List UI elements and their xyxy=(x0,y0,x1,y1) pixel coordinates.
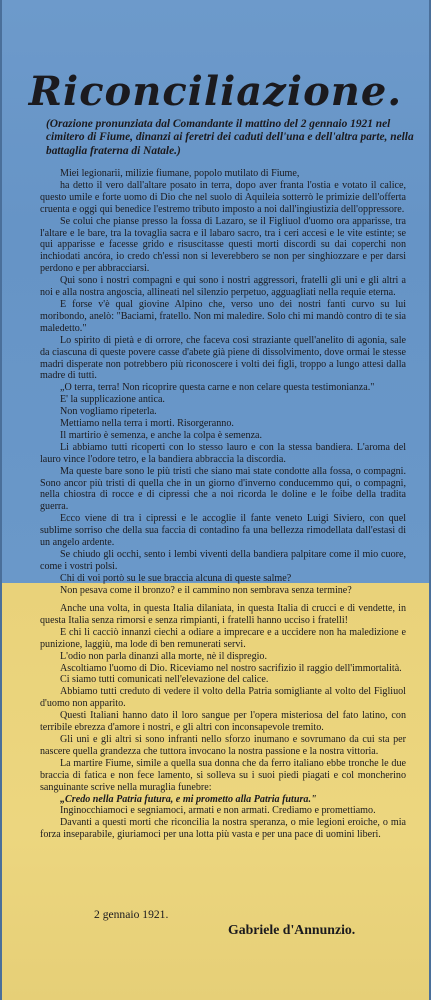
paragraph: ha detto il vero dall'altare posato in terra, dopo aver franta l'ostia e votato il calice, questo umile e forte uomo di Dio che nel suolo di Aquileia sotterrò le primizie dell'offerta cruenta e oggi qui benedice l'estremo tributo imposto a noi dall'ingiustizia dell'oppressore. xyxy=(40,179,406,215)
paragraph: Gli uni e gli altri si sono infranti nello sforzo inumano e sovrumano da cui sta per nascere quella grandezza che tuttora invocano la nostra passione e la nostra vittoria. xyxy=(40,733,406,757)
paragraph: Anche una volta, in questa Italia dilaniata, in questa Italia di crucci e di vendette, in questa Italia senza rimorsi e senza rimpianti, i fratelli hanno ucciso i fratelli! xyxy=(40,603,406,626)
body-top xyxy=(40,168,406,597)
paragraph: E forse v'è qual giovine Alpino che, verso uno dei nostri fanti curvo su lui moribondo, anelò: "Baciami, fratello. Non mi maledire. Solo chi mi mandò contro di te sia maledetto." xyxy=(40,298,406,334)
paragraph: Mettiamo nella terra i morti. Risorgeranno. xyxy=(60,418,234,430)
signature: Gabriele d'Annunzio. xyxy=(228,922,356,937)
motto-quote: „Credo nella Patria futura, e mi prometto alla Patria futura." xyxy=(60,793,317,805)
paragraph: Lo spirito di pietà e di orrore, che faceva così straziante quell'anelito di agonia, sale da ciascuna di queste povere casse d'abete già piene di dissolvimento, dove ormai le stesse madri disperate non potrebbero più riconoscere i volti dei figli, troppo a lungo attesi dalla madre di tutti. xyxy=(40,334,406,382)
paragraph: Ci siamo tutti comunicati nell'elevazione del calice. xyxy=(60,674,269,686)
page-title: Riconciliazione. xyxy=(28,68,403,115)
paragraph: Ma queste bare sono le più tristi che siano mai state condotte alla fossa, o compagni. Sono ancor più tristi di quella che in un giorno d'inverno conducemmo qui, o compagni, nella chiostra di rocce e di cipressi che a noi ricorda le doline e le foibe della tradita guerra. xyxy=(40,465,406,513)
paragraph: „O terra, terra! Non ricoprire questa carne e non celare questa testimonianza." xyxy=(60,382,375,394)
paragraph: Li abbiamo tutti ricoperti con lo stesso lauro e con la stessa bandiera. L'aroma del lauro vince l'odore tetro, e la bandiera abbraccia la discordia. xyxy=(40,441,406,465)
body-bottom xyxy=(40,603,406,841)
document-content xyxy=(2,0,429,1000)
subtitle: (Orazione pronunziata dal Comandante il mattino del 2 gennaio 1921 nel cimitero di Fiume, dinanzi ai feretri dei caduti dell'una e dell'altra parte, nella battaglia fraterna di Natale.) xyxy=(46,118,414,157)
paragraph: Ecco viene di tra i cipressi e le accoglie il fante veneto Luigi Siviero, con quel sublime sorriso che della sua faccia di contadino fa una bellezza rimodellata dall'estasi di un angelo ardente. xyxy=(40,513,406,549)
paragraph: Inginocchiamoci e segniamoci, armati e non armati. Crediamo e promettiamo. xyxy=(60,805,376,817)
paragraph: E' la supplicazione antica. xyxy=(60,394,165,406)
paragraph: Davanti a questi morti che riconcilia la nostra speranza, o mie legioni eroiche, o mia forza inseparabile, giuriamoci per una lotta più vasta e per una pace di uomini liberi. xyxy=(40,817,406,841)
paragraph: Qui sono i nostri compagni e qui sono i nostri aggressori, fratelli gli uni e gli altri a noi e alla nostra angoscia, allineati nel silenzio perpetuo, agguagliati nella requie eterna. xyxy=(40,275,406,299)
paragraph: E chi li cacciò innanzi ciechi a odiare a imprecare e a uccidere non ha maledizione e punizione, laggiù, ma lode di ben remunerati servi. xyxy=(40,626,406,650)
date: 2 gennaio 1921. xyxy=(94,908,169,921)
paragraph: Questi Italiani hanno dato il loro sangue per l'opera misteriosa del fato latino, con terribile ebrezza d'amore i nostri, e gli altri con inconsapevole tremito. xyxy=(40,710,406,734)
paragraph: La martire Fiume, simile a quella sua donna che da ferro italiano ebbe tronche le due braccia di fatica e non fece lamento, si solleva su i suoi piedi piagati e col moncherino sanguinante scrive nella muraglia funebre: xyxy=(40,757,406,793)
paragraph: Ascoltiamo l'uomo di Dio. Riceviamo nel nostro sacrifizio il raggio dell'immortalità. xyxy=(60,662,402,674)
paragraph: Non pesava come il bronzo? e il cammino non sembrava senza termine? xyxy=(60,584,352,596)
paragraph: Non vogliamo ripeterla. xyxy=(60,406,157,418)
paragraph: Se chiudo gli occhi, sento i lembi viventi della bandiera palpitare come il mio cuore, come i vostri polsi. xyxy=(40,549,406,572)
paragraph: Miei legionarii, milizie fiumane, popolo mutilato di Fiume, xyxy=(60,168,300,179)
paragraph: L'odio non parla dinanzi alla morte, nè il dispregio. xyxy=(60,650,268,662)
paragraph: Chi di voi portò su le sue braccia alcuna di queste salme? xyxy=(60,572,292,584)
paragraph: Abbiamo tutti creduto di vedere il volto della Patria somigliante al volto del Figliuol d'uomo non apparito. xyxy=(40,686,406,710)
paragraph: Se colui che pianse presso la fossa di Lazaro, se il Figliuol d'uomo ora apparisse, tra l'altare e le bare, tra la tovaglia sacra e il labaro sacro, tra i ceri accesi e le vite estinte; se qui apparisse e facesse grido e risuscitasse questi morti discordi su dai coperchi non inchiodati ancóra, io credo ch'essi non si leverebbero se non per singhiozzare e per darsi perdono e per abbracciarsi. xyxy=(40,215,406,275)
paragraph: Il martirio è semenza, e anche la colpa è semenza. xyxy=(60,429,263,441)
